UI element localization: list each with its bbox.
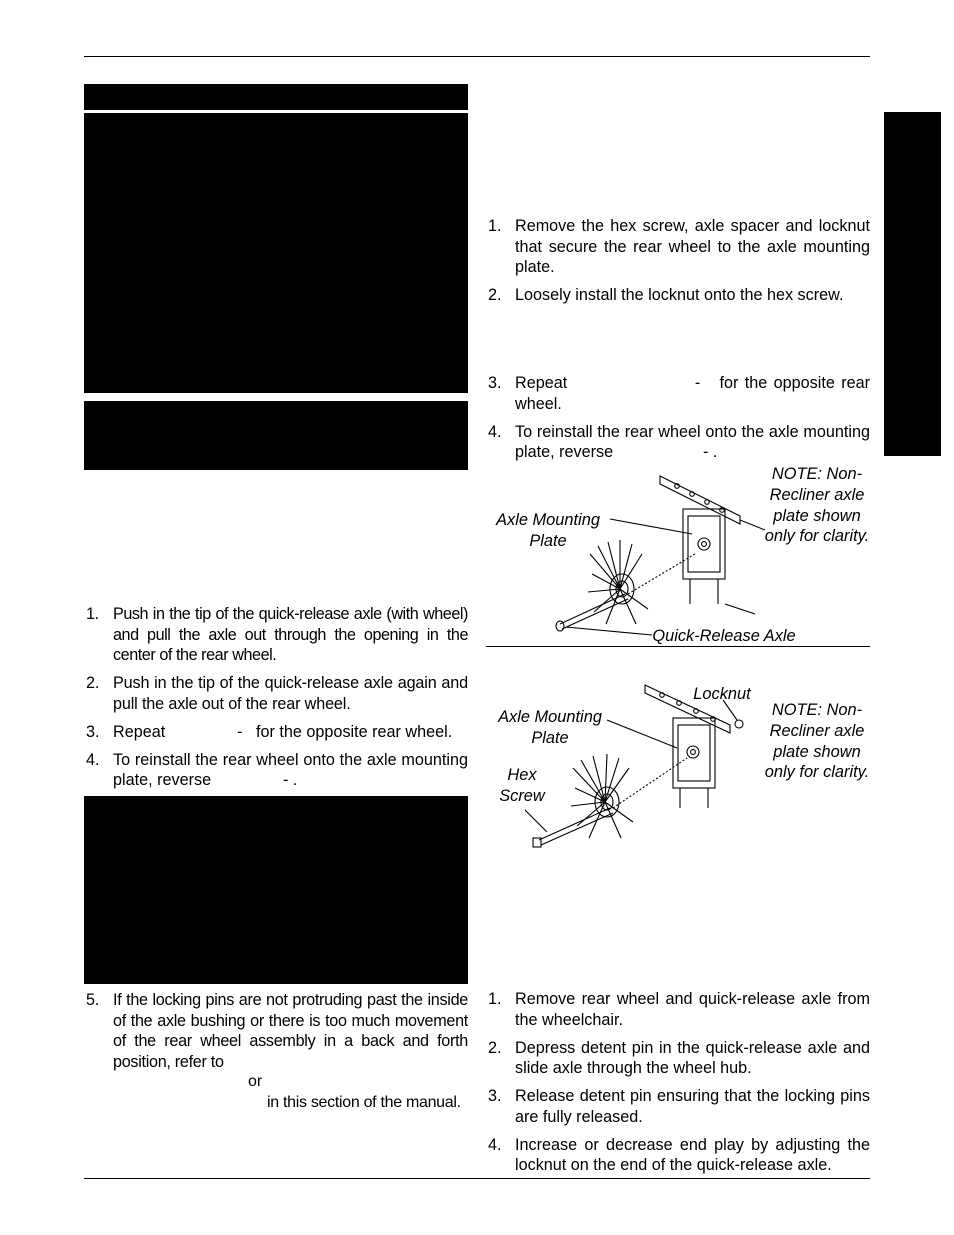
section-header-bar [84, 84, 468, 110]
step-5-tail: in this section of the manual. [267, 1094, 461, 1111]
fig2-label-locknut: Locknut [693, 685, 751, 703]
warning-box-3 [84, 796, 468, 984]
list-item: 2. Loosely install the locknut onto the hex screw. [488, 286, 844, 304]
fig2-label-hex-screw: Hex Screw [499, 766, 545, 805]
wheel-spokes [588, 540, 648, 624]
warning-box-1 [84, 113, 468, 393]
fig2-label-note: NOTE: Non-Recliner axle plate shown only for clarity. [764, 701, 870, 782]
list-item: 4. To reinstall the rear wheel onto the axle mounting plate, reverse - . [488, 422, 870, 461]
list-item: 1. Remove the hex screw, axle spacer and locknut that secure the rear wheel to the axle mounting plate. [488, 217, 870, 276]
header-rule [84, 56, 870, 57]
figure-divider [486, 646, 870, 647]
list-item: 3. Repeat - for the opposite rear wheel. [488, 374, 870, 413]
list-item: 2. Depress detent pin in the quick-release axle and slide axle through the wheel hub. [488, 1038, 870, 1077]
quick-release-removal-steps [84, 604, 468, 798]
fig1-label-quick-release-axle: Quick-Release Axle [652, 627, 796, 645]
list-item: 4. Increase or decrease end play by adjusting the locknut on the end of the quick-release axle. [488, 1135, 870, 1174]
axle-plate-repeat-steps [486, 373, 870, 470]
fig1-label-axle-mounting-plate: Axle Mounting Plate [496, 511, 600, 550]
list-item: 1. Remove rear wheel and quick-release axle from the wheelchair. [488, 990, 870, 1029]
list-item: 3. Repeat - for the opposite rear wheel. [86, 722, 453, 741]
end-play-adjustment-steps [486, 989, 870, 1183]
axle-plate-removal-steps [486, 216, 870, 313]
list-item: 2. Push in the tip of the quick-release axle again and pull the axle out of the rear wheel. [86, 674, 468, 713]
section-side-tab [884, 112, 941, 456]
list-item: 3. Release detent pin ensuring that the locking pins are fully released. [488, 1087, 870, 1126]
list-item: 4. To reinstall the rear wheel onto the axle mounting plate, reverse - . [86, 750, 468, 789]
list-item: 5. If the locking pins are not protruding past the inside of the axle bushing or there is too much movement of the rear wheel assembly in a back and forth position, refer to [86, 991, 468, 1071]
fig1-label-note: NOTE: Non-Recliner axle plate shown only for clarity. [764, 465, 870, 546]
step-5-or: or [248, 1073, 263, 1090]
wheel-spokes [571, 754, 633, 838]
list-item: 1. Push in the tip of the quick-release axle (with wheel) and pull the axle out through the opening in the center of the rear wheel. [86, 605, 468, 664]
quick-release-axle-figure [540, 464, 770, 644]
fig2-label-axle-mounting-plate: Axle Mounting Plate [498, 708, 602, 747]
warning-box-2 [84, 401, 468, 470]
step-5 [84, 990, 468, 1080]
